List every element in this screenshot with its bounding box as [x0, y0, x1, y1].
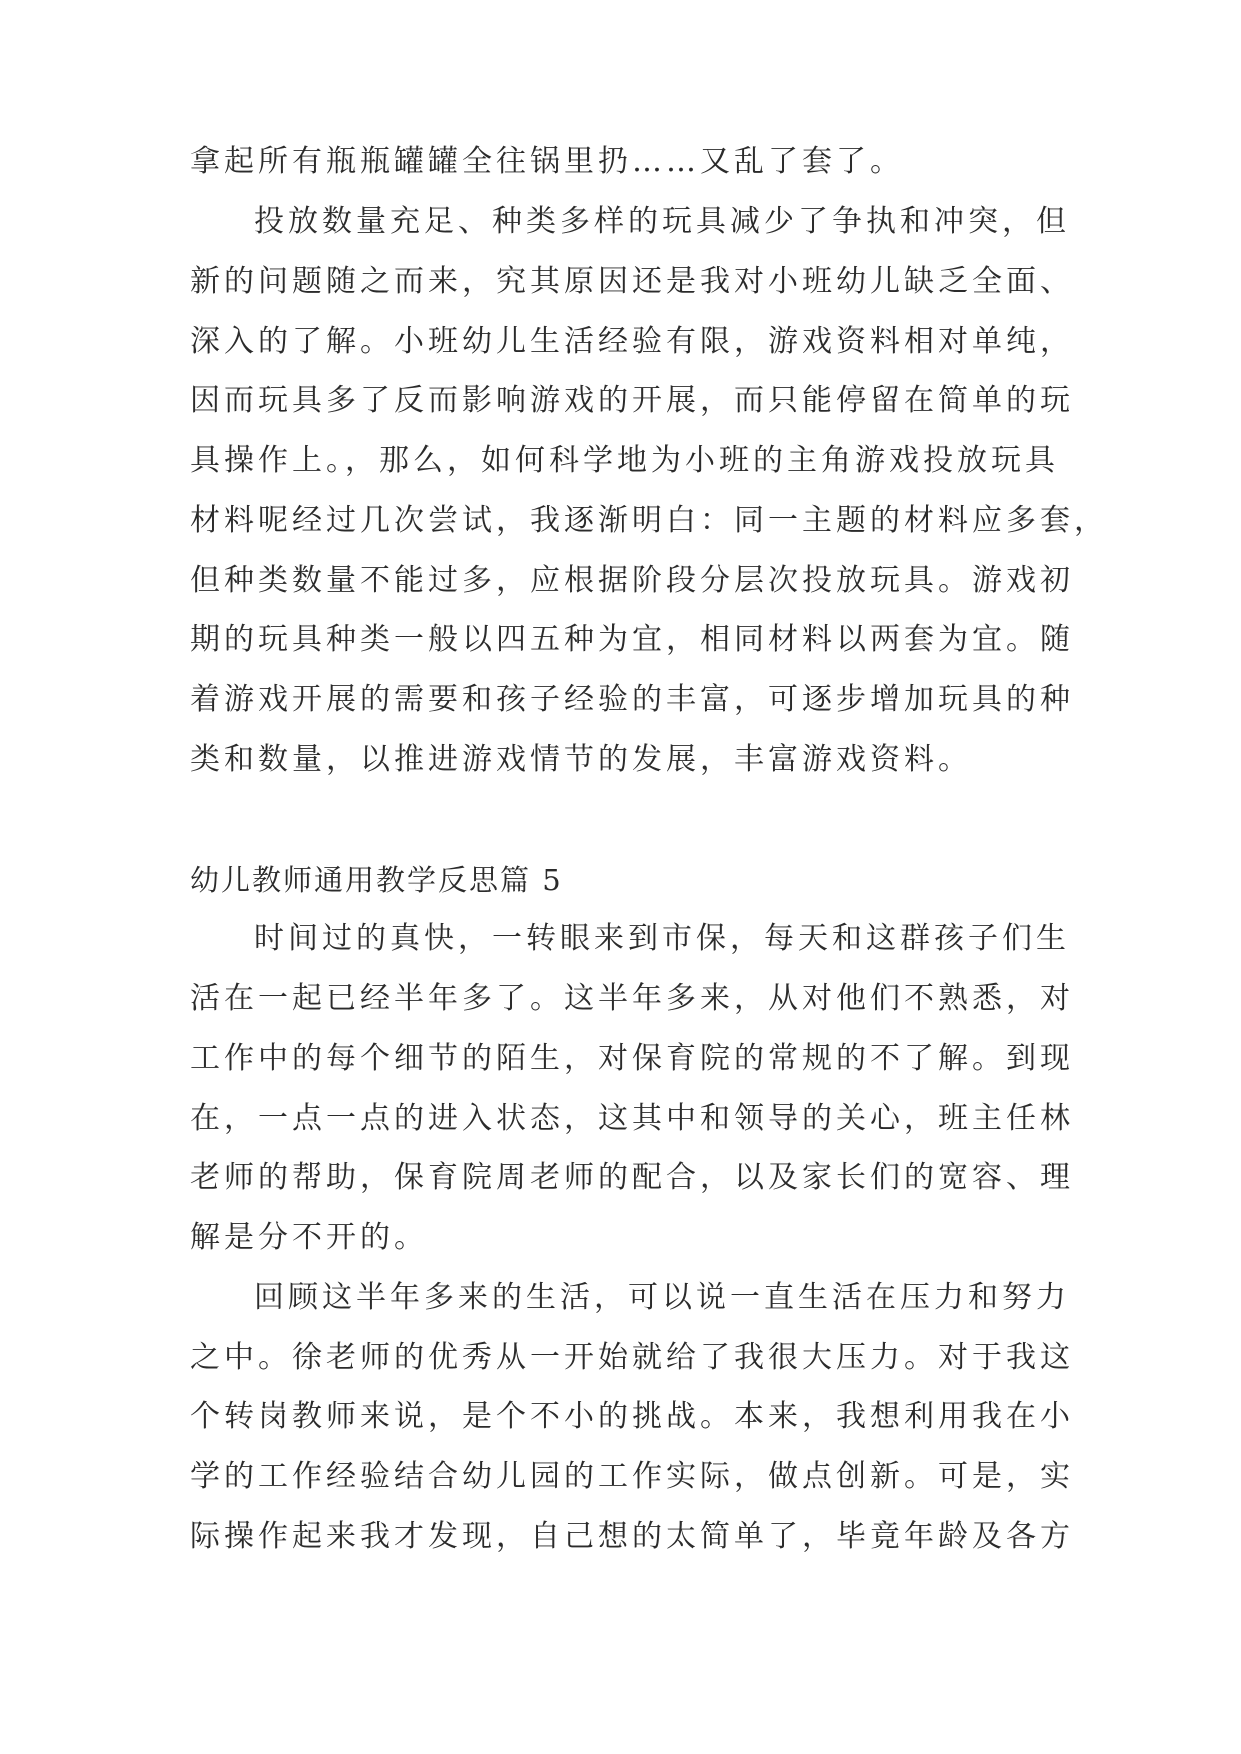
paragraph-2-line: 在，一点一点的进入状态，这其中和领导的关心，班主任林 [190, 1101, 1074, 1136]
continuation-line: 拿起所有瓶瓶罐罐全往锅里扔……又乱了套了。 [190, 144, 904, 179]
paragraph-2-line: 解是分不开的。 [190, 1220, 428, 1255]
paragraph-1-line: 投放数量充足、种类多样的玩具减少了争执和冲突，但 [254, 204, 1070, 239]
paragraph-3-line: 际操作起来我才发现，自己想的太简单了，毕竟年龄及各方 [190, 1519, 1074, 1554]
document-body [190, 0, 1108, 1754]
paragraph-1-line: 期的玩具种类一般以四五种为宜，相同材料以两套为宜。随 [190, 622, 1074, 657]
paragraph-1-line: 着游戏开展的需要和孩子经验的丰富，可逐步增加玩具的种 [190, 682, 1074, 717]
paragraph-1-line: 类和数量，以推进游戏情节的发展，丰富游戏资料。 [190, 742, 972, 777]
paragraph-2-line: 老师的帮助，保育院周老师的配合，以及家长们的宽容、理 [190, 1160, 1074, 1195]
paragraph-3-line: 之中。徐老师的优秀从一开始就给了我很大压力。对于我这 [190, 1340, 1074, 1375]
paragraph-1-line: 因而玩具多了反而影响游戏的开展，而只能停留在简单的玩 [190, 383, 1074, 418]
paragraph-2-line: 活在一起已经半年多了。这半年多来，从对他们不熟悉，对 [190, 981, 1074, 1016]
paragraph-1-line: 材料呢经过几次尝试，我逐渐明白：同一主题的材料应多套， [190, 503, 1108, 538]
paragraph-1-line: 深入的了解。小班幼儿生活经验有限，游戏资料相对单纯， [190, 324, 1074, 359]
paragraph-3-line: 个转岗教师来说，是个不小的挑战。本来，我想利用我在小 [190, 1399, 1074, 1434]
paragraph-2-line: 工作中的每个细节的陌生，对保育院的常规的不了解。到现 [190, 1041, 1074, 1076]
paragraph-3-line: 回顾这半年多来的生活，可以说一直生活在压力和努力 [254, 1280, 1070, 1315]
paragraph-1-line: 具操作上。，那么，如何科学地为小班的主角游戏投放玩具 [190, 443, 1059, 478]
paragraph-1-line: 但种类数量不能过多，应根据阶段分层次投放玩具。游戏初 [190, 563, 1074, 598]
paragraph-1-line: 新的问题随之而来，究其原因还是我对小班幼儿缺乏全面、 [190, 264, 1074, 299]
section-heading: 幼儿教师通用教学反思篇 5 [190, 863, 563, 897]
paragraph-2-line: 时间过的真快，一转眼来到市保，每天和这群孩子们生 [254, 921, 1070, 956]
paragraph-3-line: 学的工作经验结合幼儿园的工作实际，做点创新。可是，实 [190, 1459, 1074, 1494]
